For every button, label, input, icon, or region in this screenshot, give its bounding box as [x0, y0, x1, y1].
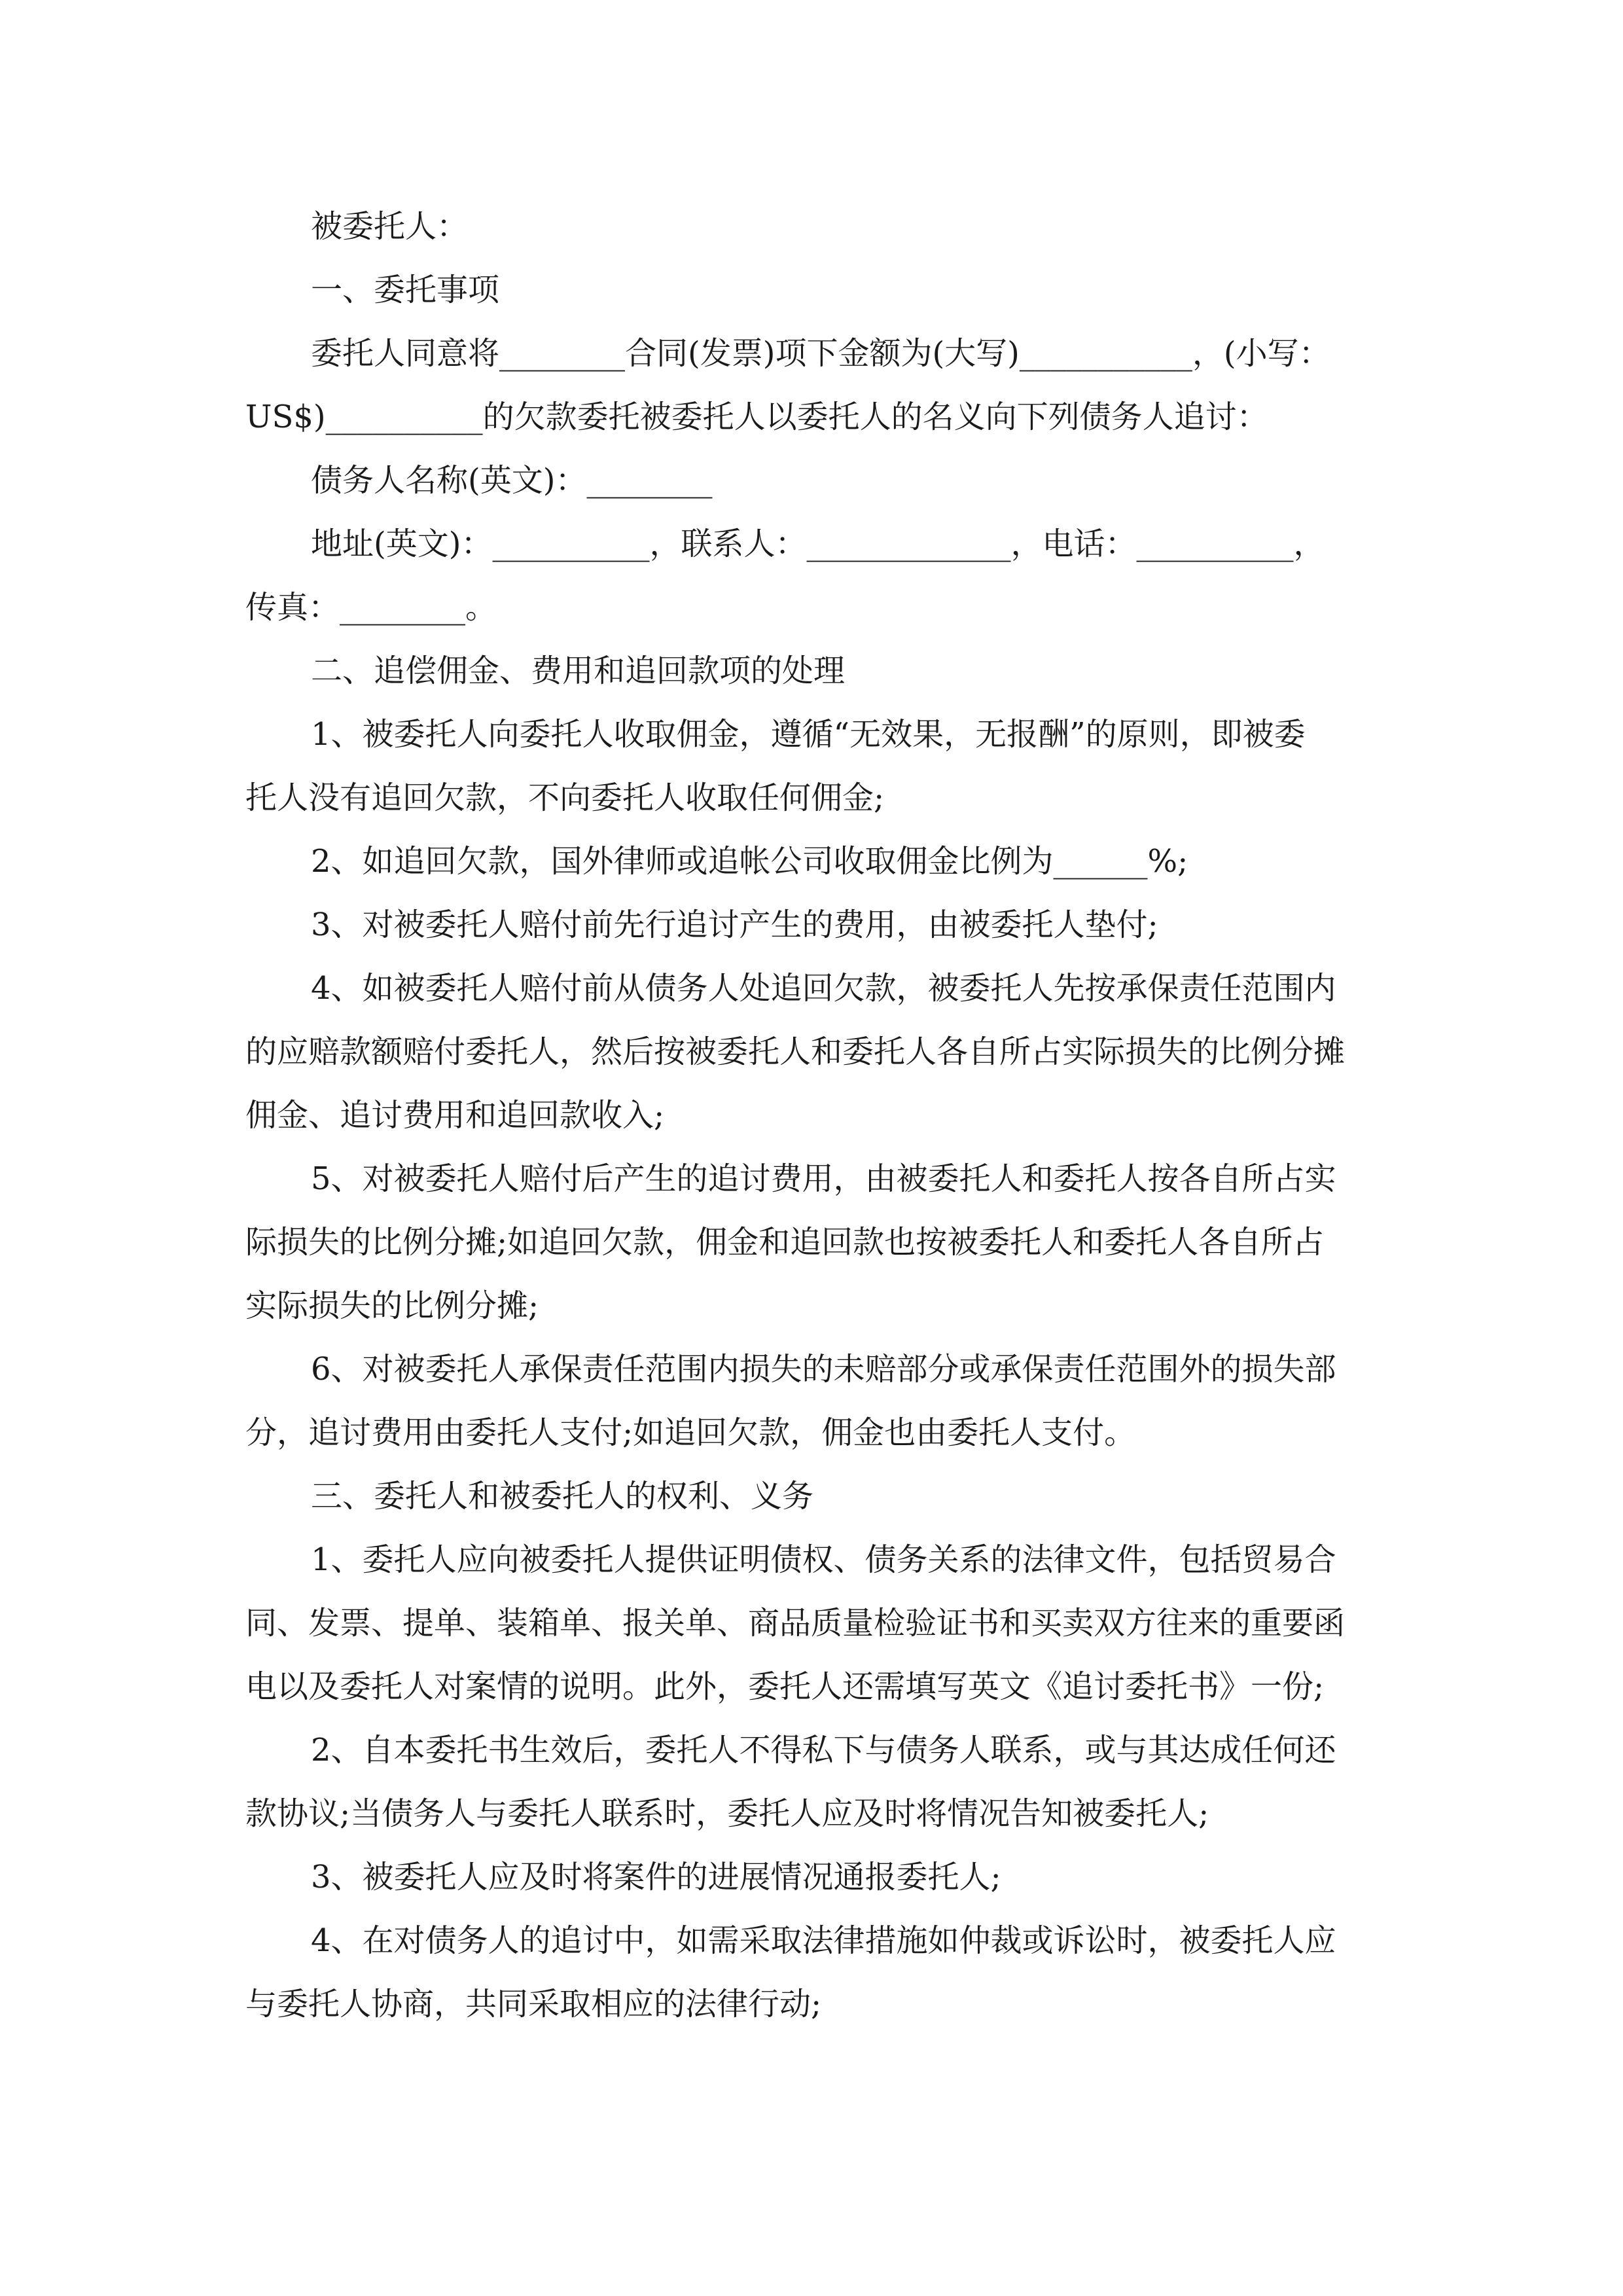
text-line: 6、对被委托人承保责任范围内损失的未赔部分或承保责任范围外的损失部 — [311, 1351, 1336, 1388]
section-heading: 三、委托人和被委托人的权利、义务 — [311, 1478, 814, 1515]
text-line: 5、对被委托人赔付后产生的追讨费用，由被委托人和委托人按各自所占实 — [311, 1160, 1336, 1197]
text-line: 2、自本委托书生效后，委托人不得私下与债务人联系，或与其达成任何还 — [311, 1732, 1336, 1768]
text-line: US$)__________的欠款委托被委托人以委托人的名义向下列债务人追讨： — [245, 399, 1268, 435]
text-line: 同、发票、提单、装箱单、报关单、商品质量检验证书和买卖双方往来的重要函 — [245, 1605, 1346, 1641]
text-line: 际损失的比例分摊;如追回欠款，佣金和追回款也按被委托人和委托人各自所占 — [245, 1224, 1325, 1261]
text-line: 4、在对债务人的追讨中，如需采取法律措施如仲裁或诉讼时，被委托人应 — [311, 1922, 1336, 1959]
text-line: 1、被委托人向委托人收取佣金，遵循“无效果，无报酬”的原则，即被委 — [311, 716, 1306, 753]
section-heading: 一、委托事项 — [311, 272, 500, 308]
text-line: 2、如追回欠款，国外律师或追帐公司收取佣金比例为______%; — [311, 843, 1188, 880]
text-line: 分，追讨费用由委托人支付;如追回欠款，佣金也由委托人支付。 — [245, 1414, 1136, 1451]
text-line: 电以及委托人对案情的说明。此外，委托人还需填写英文《追讨委托书》一份; — [245, 1668, 1325, 1705]
text-line: 款协议;当债务人与委托人联系时，委托人应及时将情况告知被委托人; — [245, 1795, 1209, 1832]
text-line: 被委托人： — [311, 208, 469, 245]
text-line: 与委托人协商，共同采取相应的法律行动; — [245, 1986, 822, 2022]
text-line: 4、如被委托人赔付前从债务人处追回欠款，被委托人先按承保责任范围内 — [311, 970, 1336, 1007]
text-line: 3、被委托人应及时将案件的进展情况通报委托人; — [311, 1859, 1001, 1895]
text-line: 地址(英文)：__________，联系人：_____________，电话：__________， — [311, 526, 1325, 562]
text-line: 传真：________。 — [245, 589, 497, 626]
text-line: 债务人名称(英文)：________ — [311, 462, 713, 499]
text-line: 3、对被委托人赔付前先行追讨产生的费用，由被委托人垫付; — [311, 906, 1158, 943]
text-line: 佣金、追讨费用和追回款收入; — [245, 1097, 665, 1134]
section-heading: 二、追偿佣金、费用和追回款项的处理 — [311, 653, 846, 689]
text-line: 的应赔款额赔付委托人，然后按被委托人和委托人各自所占实际损失的比例分摊 — [245, 1033, 1346, 1070]
text-line: 实际损失的比例分摊; — [245, 1287, 539, 1324]
text-line: 托人没有追回欠款，不向委托人收取任何佣金; — [245, 780, 885, 816]
text-line: 1、委托人应向被委托人提供证明债权、债务关系的法律文件，包括贸易合 — [311, 1541, 1336, 1578]
text-line: 委托人同意将________合同(发票)项下金额为(大写)___________，(小写： — [311, 335, 1330, 372]
